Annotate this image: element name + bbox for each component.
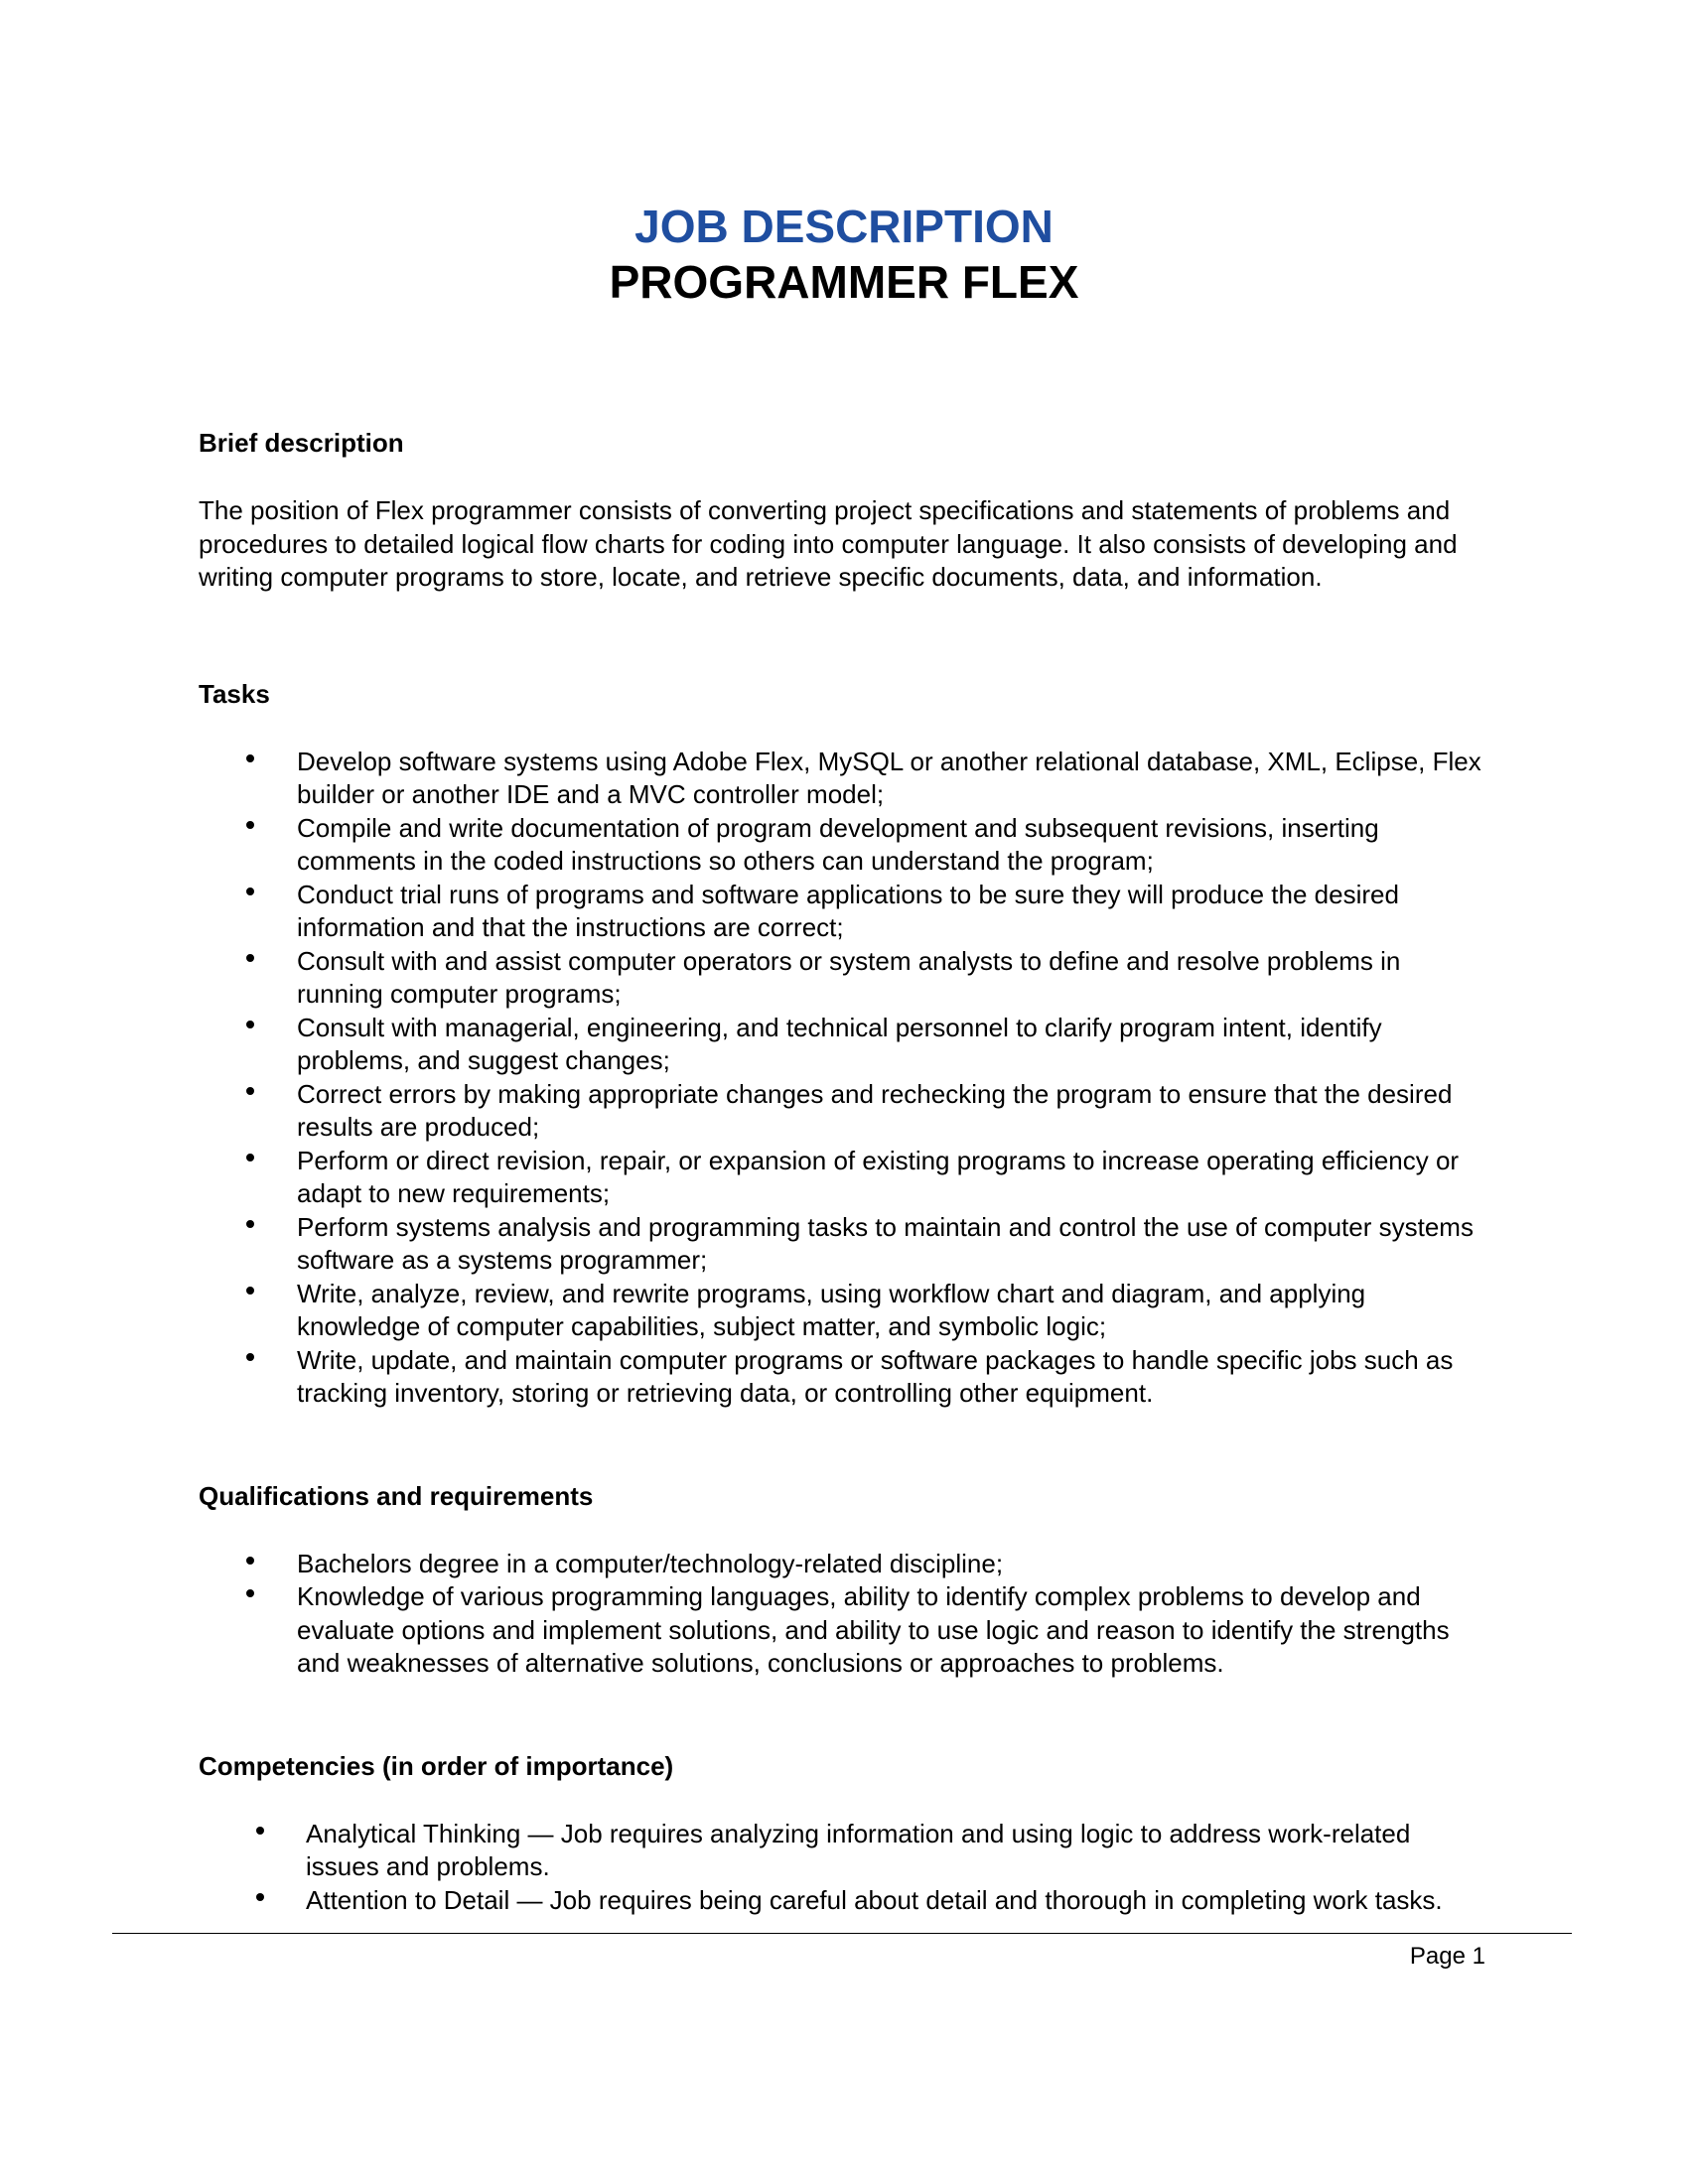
list-item [199,1818,1489,1884]
bullet-icon [246,954,254,962]
bullet-icon [246,887,254,895]
tasks-heading: Tasks [199,678,270,709]
job-title: PROGRAMMER FLEX [609,256,1079,308]
task-text: Develop software systems using Adobe Flex, MySQL or another relational database, XML, Eclipse, Flex builder or another IDE and a MVC controller model; [297,746,1481,809]
task-text: Correct errors by making appropriate changes and rechecking the program to ensure that the desired results are produced; [297,1078,1453,1142]
document-title: JOB DESCRIPTION [634,201,1054,252]
list-item [199,1012,1489,1078]
document-body [199,427,1489,1986]
page-number: Page 1 [1409,1943,1485,1970]
bullet-icon [246,1154,254,1161]
task-text: Perform systems analysis and programming tasks to maintain and control the use of computer systems software as a systems programmer; [297,1211,1474,1275]
list-item [199,1278,1489,1344]
task-text: Compile and write documentation of program development and subsequent revisions, inserting comments in the coded instructions so others can understand the program; [297,812,1379,876]
footer-divider [112,1933,1572,1934]
list-item [199,1548,1489,1581]
bullet-icon [246,1557,254,1565]
brief-description-heading: Brief description [199,428,404,458]
list-item [199,1211,1489,1278]
task-text: Write, update, and maintain computer programs or software packages to handle specific jobs such as tracking inventory, storing or retrieving data, or controlling other equipment. [297,1344,1454,1408]
bullet-icon [246,821,254,829]
competency-text: Analytical Thinking — Job requires analyzing information and using logic to address work-related issues and problems. [306,1818,1411,1881]
list-item [199,945,1489,1012]
title-block [0,199,1688,310]
list-item [199,1344,1489,1411]
qualifications-list [199,1548,1489,1681]
bullet-icon [246,1353,254,1361]
tasks-list [199,746,1489,1411]
task-text: Consult with and assist computer operators or system analysts to define and resolve problems in running computer programs; [297,945,1401,1009]
qualification-text: Knowledge of various programming languages, ability to identify complex problems to develop and evaluate options and implement solutions, and ability to use logic and reason to identify the strengths and weaknesses of alternative solutions, conclusions or approaches to problems. [297,1581,1450,1678]
task-text: Write, analyze, review, and rewrite programs, using workflow chart and diagram, and applying knowledge of computer capabilities, subject matter, and symbolic logic; [297,1278,1366,1341]
list-item [199,1145,1489,1211]
bullet-icon [256,1827,264,1835]
task-text: Perform or direct revision, repair, or expansion of existing programs to increase operating efficiency or adapt to new requirements; [297,1145,1460,1208]
list-item [199,812,1489,879]
bullet-icon [246,1220,254,1228]
competencies-heading: Competencies (in order of importance) [199,1750,674,1781]
bullet-icon [246,1021,254,1028]
bullet-icon [256,1893,264,1901]
qualifications-heading: Qualifications and requirements [199,1480,594,1511]
brief-description-text: The position of Flex programmer consists of converting project specifications and statements of problems and procedures to detailed logical flow charts for coding into computer language. It also consists of developing and writing computer programs to store, locate, and retrieve specific documents, data, and information. [199,495,1458,592]
bullet-icon [246,1589,254,1597]
task-text: Consult with managerial, engineering, and technical personnel to clarify program intent, identify problems, and suggest changes; [297,1012,1382,1075]
bullet-icon [246,754,254,762]
competency-text: Attention to Detail — Job requires being careful about detail and thorough in completing work tasks. [306,1884,1443,1915]
bullet-icon [246,1087,254,1095]
task-text: Conduct trial runs of programs and software applications to be sure they will produce the desired information and that the instructions are correct; [297,879,1399,942]
bullet-icon [246,1287,254,1295]
list-item [199,1884,1489,1918]
list-item [199,1078,1489,1145]
list-item [199,879,1489,945]
qualification-text: Bachelors degree in a computer/technology-related discipline; [297,1548,1004,1578]
list-item [199,1580,1489,1681]
competencies-list [199,1818,1489,1918]
list-item [199,746,1489,812]
